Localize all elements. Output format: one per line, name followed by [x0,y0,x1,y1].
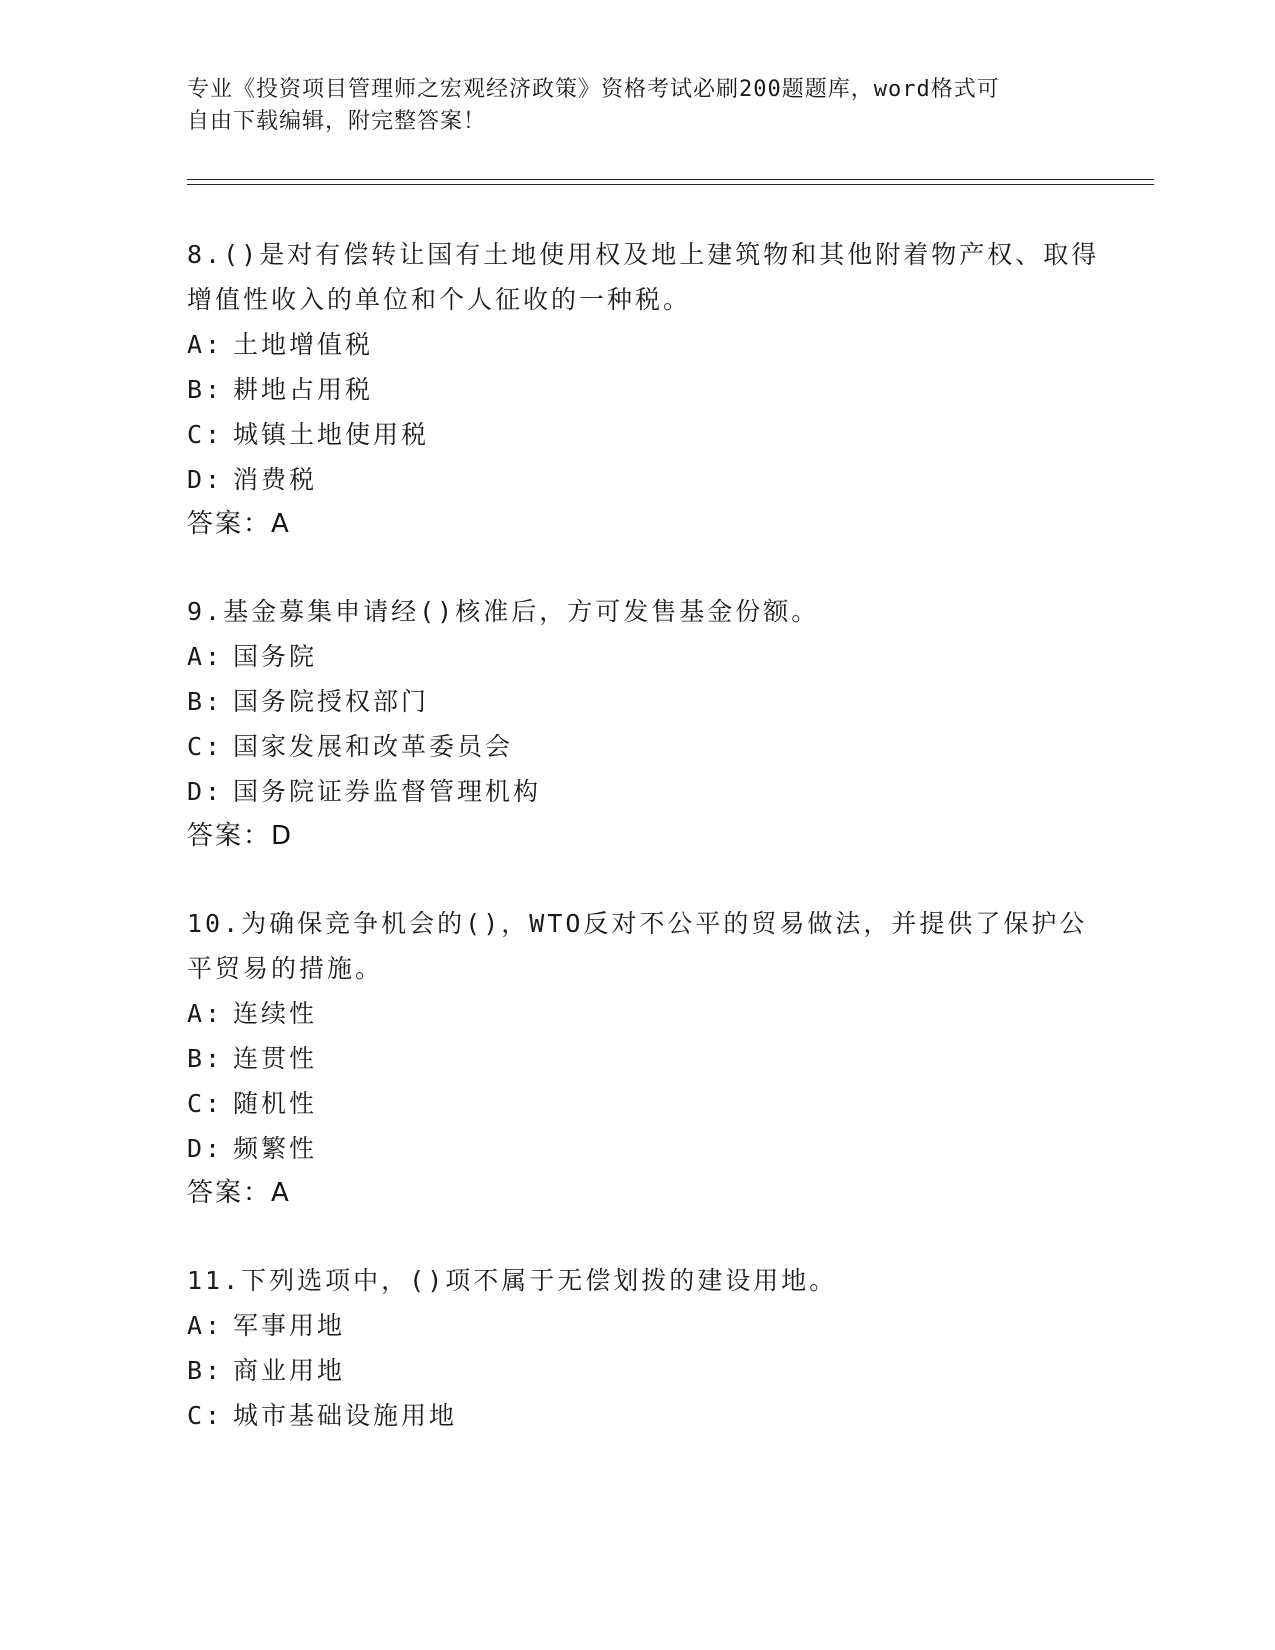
option-letter: D: [187,1134,224,1163]
question-9 [187,589,1107,859]
option-text: 国务院授权部门 [233,687,430,716]
option-text: 随机性 [233,1089,318,1118]
question-10 [187,901,1107,1216]
option-text: 城镇土地使用税 [233,420,430,449]
question-text: 8.()是对有偿转让国有土地使用权及地上建筑物和其他附着物产权、取得增值性收入的单位和个人征收的一种税。 [187,240,1100,314]
option-a [187,1303,1107,1348]
option-letter: C: [187,1401,224,1430]
option-a [187,322,1107,367]
option-text: 耕地占用税 [233,375,374,404]
option-a [187,634,1107,679]
option-a [187,991,1107,1036]
answer: 答案：D [187,821,294,851]
option-letter: C: [187,732,224,761]
option-d [187,1126,1107,1171]
question-text: 9.基金募集申请经()核准后，方可发售基金份额。 [187,597,820,626]
option-letter: A: [187,1311,224,1340]
question-text: 10.为确保竞争机会的()，WTO反对不公平的贸易做法，并提供了保护公平贸易的措施。 [187,909,1088,983]
option-letter: C: [187,420,224,449]
option-text: 国务院 [233,642,318,671]
header-line-2: 自由下载编辑，附完整答案！ [187,109,487,134]
option-b [187,679,1107,724]
question-list [187,232,1107,1480]
option-letter: D: [187,465,224,494]
option-text: 商业用地 [233,1356,346,1385]
answer: 答案：A [187,509,291,539]
option-letter: B: [187,375,224,404]
option-b [187,367,1107,412]
option-text: 连续性 [233,999,318,1028]
header-line-1: 专业《投资项目管理师之宏观经济政策》资格考试必刷200题题库，word格式可 [187,77,1000,102]
option-letter: D: [187,777,224,806]
question-11 [187,1258,1107,1438]
answer: 答案：A [187,1178,291,1208]
option-letter: B: [187,1356,224,1385]
option-b [187,1036,1107,1081]
option-text: 城市基础设施用地 [233,1401,458,1430]
option-c [187,1081,1107,1126]
option-letter: C: [187,1089,224,1118]
option-text: 国务院证券监督管理机构 [233,777,542,806]
option-letter: B: [187,1044,224,1073]
option-b [187,1348,1107,1393]
option-text: 连贯性 [233,1044,318,1073]
option-c [187,1393,1107,1438]
question-8 [187,232,1107,547]
option-d [187,457,1107,502]
option-letter: A: [187,642,224,671]
option-letter: B: [187,687,224,716]
option-c [187,724,1107,769]
option-c [187,412,1107,457]
header-divider-top [187,179,1154,180]
option-text: 消费税 [233,465,318,494]
option-text: 军事用地 [233,1311,346,1340]
header-divider-bottom [187,184,1154,185]
option-letter: A: [187,330,224,359]
question-text: 11.下列选项中，()项不属于无偿划拨的建设用地。 [187,1266,838,1295]
option-d [187,769,1107,814]
option-text: 国家发展和改革委员会 [233,732,514,761]
document-header [187,74,1087,138]
option-text: 土地增值税 [233,330,374,359]
option-text: 频繁性 [233,1134,318,1163]
option-letter: A: [187,999,224,1028]
